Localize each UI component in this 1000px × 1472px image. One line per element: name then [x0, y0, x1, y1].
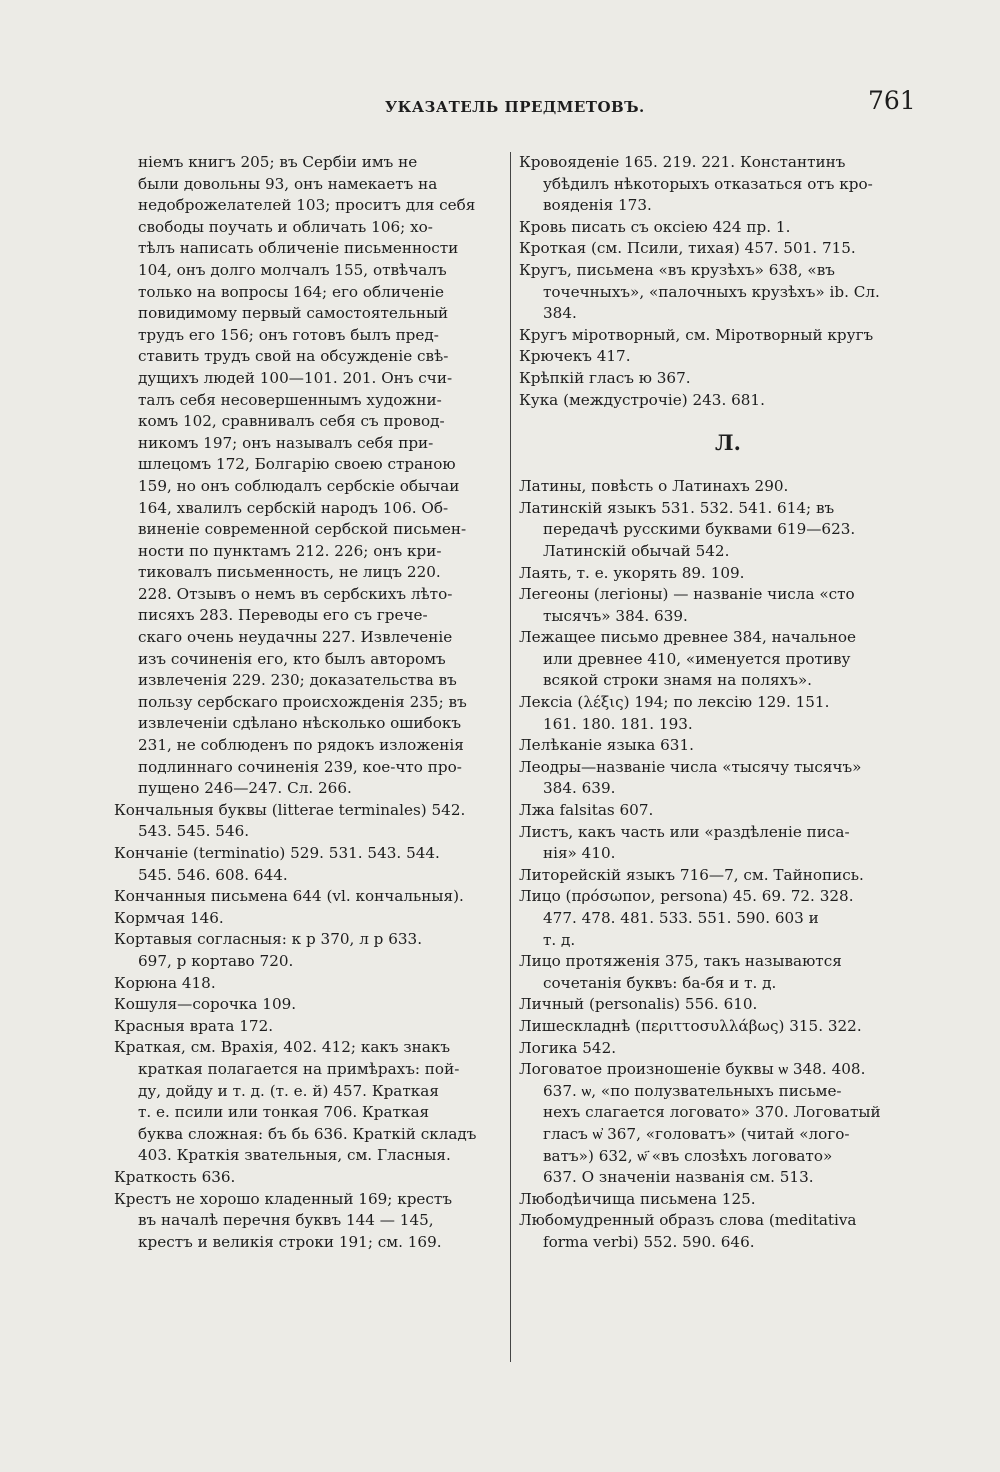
- running-head: УКАЗАТЕЛЬ ПРЕДМЕТОВЪ.: [385, 98, 645, 116]
- index-line: Лелѣканіе языка 631.: [519, 736, 694, 755]
- page-number: 761: [868, 86, 916, 115]
- index-line: Кровояденіе 165. 219. 221. Константинъ: [519, 153, 846, 171]
- index-line: никомъ 197; онъ называлъ себя при-: [138, 433, 434, 452]
- index-line: 164, хвалилъ сербскій народъ 106. Об-: [138, 498, 449, 517]
- index-line: Латины, повѣсть о Латинахъ 290.: [519, 477, 789, 496]
- index-line: Крѣпкій гласъ ю 367.: [519, 368, 691, 387]
- index-line: Кормчая 146.: [114, 908, 224, 927]
- index-line: Легеоны (легіоны) — названіе числа «сто: [519, 585, 855, 604]
- index-line: пущено 246—247. Сл. 266.: [138, 779, 352, 798]
- index-line: Кука (междустрочіе) 243. 681.: [519, 390, 765, 409]
- index-line: ватъ») 632, ѡ҃ «въ слозѣхъ логовато»: [543, 1146, 833, 1165]
- index-line: ніемъ книгъ 205; въ Сербіи имъ не: [138, 153, 418, 171]
- index-line: 477. 478. 481. 533. 551. 590. 603 и: [543, 909, 819, 927]
- index-line: 384. 639.: [543, 779, 616, 798]
- index-line: всякой строки знамя на поляхъ».: [543, 671, 812, 690]
- index-line: Лаять, т. е. укорять 89. 109.: [519, 563, 745, 582]
- index-line: вояденія 173.: [543, 196, 652, 215]
- index-line: скаго очень неудачны 227. Извлеченіе: [138, 628, 453, 647]
- index-line: нія» 410.: [543, 844, 616, 863]
- index-line: нехъ слагается логовато» 370. Логоватый: [543, 1103, 881, 1122]
- index-line: forma verbi) 552. 590. 646.: [543, 1232, 755, 1251]
- index-line: ду, дойду и т. д. (т. е. й) 457. Краткая: [138, 1081, 439, 1100]
- index-line: извлеченія 229. 230; доказательства въ: [138, 671, 457, 690]
- index-line: Лексіа (λέξις) 194; по лексію 129. 151.: [519, 693, 830, 712]
- index-line: 637. О значеніи названія см. 513.: [543, 1168, 814, 1187]
- index-line: Корюна 418.: [114, 973, 216, 992]
- index-line: только на вопросы 164; его обличеніе: [138, 282, 444, 301]
- column-divider: [510, 152, 511, 1362]
- index-line: Крючекъ 417.: [519, 347, 631, 366]
- index-line: 697, р кортаво 720.: [138, 951, 294, 970]
- index-line: Латинскій языкъ 531. 532. 541. 614; въ: [519, 498, 835, 517]
- index-line: Кончанныя письмена 644 (vl. кончальныя).: [114, 887, 464, 906]
- index-line: въ началѣ перечня буквъ 144 — 145,: [138, 1211, 434, 1230]
- index-line: Крестъ не хорошо кладенный 169; крестъ: [114, 1189, 452, 1208]
- index-line: Логика 542.: [519, 1038, 617, 1057]
- index-line: комъ 102, сравнивалъ себя съ провод-: [138, 412, 445, 431]
- index-line: повидимому первый самостоятельный: [138, 304, 449, 323]
- index-line: 231, не соблюденъ по рядокъ изложенія: [138, 736, 464, 755]
- index-line: недоброжелателей 103; проситъ для себя: [138, 196, 476, 215]
- index-line: писяхъ 283. Переводы его съ грече-: [138, 606, 428, 625]
- index-line: ставить трудъ свой на обсужденіе свѣ-: [138, 347, 449, 366]
- index-line: передачѣ русскими буквами 619—623.: [543, 520, 856, 539]
- index-line: тѣлъ написать обличеніе письменности: [138, 239, 459, 258]
- index-line: крестъ и великія строки 191; см. 169.: [138, 1232, 442, 1251]
- index-line: Кроткая (см. Псили, тихая) 457. 501. 715.: [519, 239, 856, 258]
- index-line: 384.: [543, 304, 577, 323]
- index-line: Листъ, какъ часть или «раздѣленіе писа-: [519, 822, 850, 841]
- index-line: ности по пунктамъ 212. 226; онъ кри-: [138, 541, 442, 560]
- index-line: Любомудренный образъ слова (meditativa: [519, 1211, 857, 1230]
- left-column: [114, 152, 506, 1253]
- index-line: 403. Краткія звательныя, см. Гласныя.: [138, 1146, 451, 1165]
- index-line: Краткая, см. Врахія, 402. 412; какъ знакъ: [114, 1038, 451, 1057]
- index-line: Лицо протяженія 375, такъ называются: [519, 952, 842, 971]
- index-line: Лжа falsitas 607.: [519, 801, 654, 820]
- index-line: Лишескладнѣ (περιττοσυλλάβως) 315. 322.: [519, 1016, 862, 1035]
- index-line: Красныя врата 172.: [114, 1016, 274, 1035]
- index-line: тысячъ» 384. 639.: [543, 606, 688, 625]
- index-line: Кругъ, письмена «въ крузѣхъ» 638, «въ: [519, 260, 835, 279]
- index-line: краткая полагается на примѣрахъ: пой-: [138, 1059, 460, 1078]
- right-column-bottom-entries: [519, 476, 937, 1253]
- section-letter-heading: Л.: [715, 430, 741, 456]
- index-line: гласъ ѡ҆ 367, «головатъ» (читай «лого-: [543, 1124, 850, 1143]
- index-line: Кончальныя буквы (litterae terminales) 542.: [114, 800, 466, 819]
- index-line: т. е. псили или тонкая 706. Краткая: [138, 1103, 430, 1122]
- index-line: 545. 546. 608. 644.: [138, 865, 288, 884]
- index-line: 543. 545. 546.: [138, 822, 250, 841]
- index-line: Леодры—названіе числа «тысячу тысячъ»: [519, 757, 862, 776]
- index-line: трудъ его 156; онъ готовъ былъ пред-: [138, 325, 439, 344]
- right-column: [519, 152, 937, 1254]
- right-column-top-entries: [519, 152, 937, 411]
- index-line: точечныхъ», «палочныхъ крузѣхъ» ib. Сл.: [543, 282, 880, 301]
- index-line: подлиннаго сочиненія 239, кое-что про-: [138, 757, 462, 776]
- index-line: или древнее 410, «именуется противу: [543, 649, 851, 668]
- index-line: убѣдилъ нѣкоторыхъ отказаться отъ кро-: [543, 174, 873, 193]
- index-line: извлеченіи сдѣлано нѣсколько ошибокъ: [138, 714, 461, 733]
- index-line: 161. 180. 181. 193.: [543, 714, 693, 733]
- index-line: свободы поучать и обличать 106; хо-: [138, 217, 433, 236]
- index-line: были довольны 93, онъ намекаетъ на: [138, 174, 438, 193]
- index-line: Лежащее письмо древнее 384, начальное: [519, 628, 857, 647]
- index-line: 228. Отзывъ о немъ въ сербскихъ лѣто-: [138, 584, 453, 603]
- index-line: Любодѣичища письмена 125.: [519, 1189, 756, 1208]
- index-line: Кортавыя согласныя: к р 370, л р 633.: [114, 930, 423, 949]
- index-line: талъ себя несовершеннымъ художни-: [138, 390, 442, 409]
- index-line: Латинскій обычай 542.: [543, 541, 730, 560]
- index-line: тиковалъ письменность, не лицъ 220.: [138, 563, 441, 582]
- index-line: Кругъ міротворный, см. Міротворный кругъ: [519, 325, 874, 344]
- index-line: Личный (personalis) 556. 610.: [519, 995, 758, 1014]
- index-line: Краткость 636.: [114, 1167, 236, 1186]
- index-line: пользу сербскаго происхожденія 235; въ: [138, 692, 467, 711]
- index-line: 159, но онъ соблюдалъ сербскіе обычаи: [138, 476, 460, 495]
- index-line: буква сложная: бъ бь 636. Краткій складъ: [138, 1124, 477, 1143]
- index-line: 637. ѡ, «по полузвательныхъ письме-: [543, 1081, 842, 1100]
- index-line: шлецомъ 172, Болгарію своею страною: [138, 455, 456, 474]
- index-line: дущихъ людей 100—101. 201. Онъ счи-: [138, 368, 453, 387]
- index-line: Литорейскій языкъ 716—7, см. Тайнопись.: [519, 865, 864, 884]
- index-line: Логоватое произношеніе буквы ѡ 348. 408.: [519, 1060, 866, 1079]
- index-line: изъ сочиненія его, кто былъ авторомъ: [138, 649, 446, 668]
- index-line: Кошуля—сорочка 109.: [114, 995, 297, 1014]
- index-line: т. д.: [543, 930, 576, 949]
- index-line: 104, онъ долго молчалъ 155, отвѣчалъ: [138, 260, 447, 279]
- index-line: виненіе современной сербской письмен-: [138, 520, 467, 539]
- index-line: Лицо (πρόσωπον, persona) 45. 69. 72. 328.: [519, 887, 854, 906]
- index-line: сочетанія буквъ: ба-бя и т. д.: [543, 973, 777, 992]
- index-line: Кровь писать съ оксіею 424 пр. 1.: [519, 217, 791, 236]
- index-line: Кончаніе (terminatio) 529. 531. 543. 544.: [114, 844, 440, 862]
